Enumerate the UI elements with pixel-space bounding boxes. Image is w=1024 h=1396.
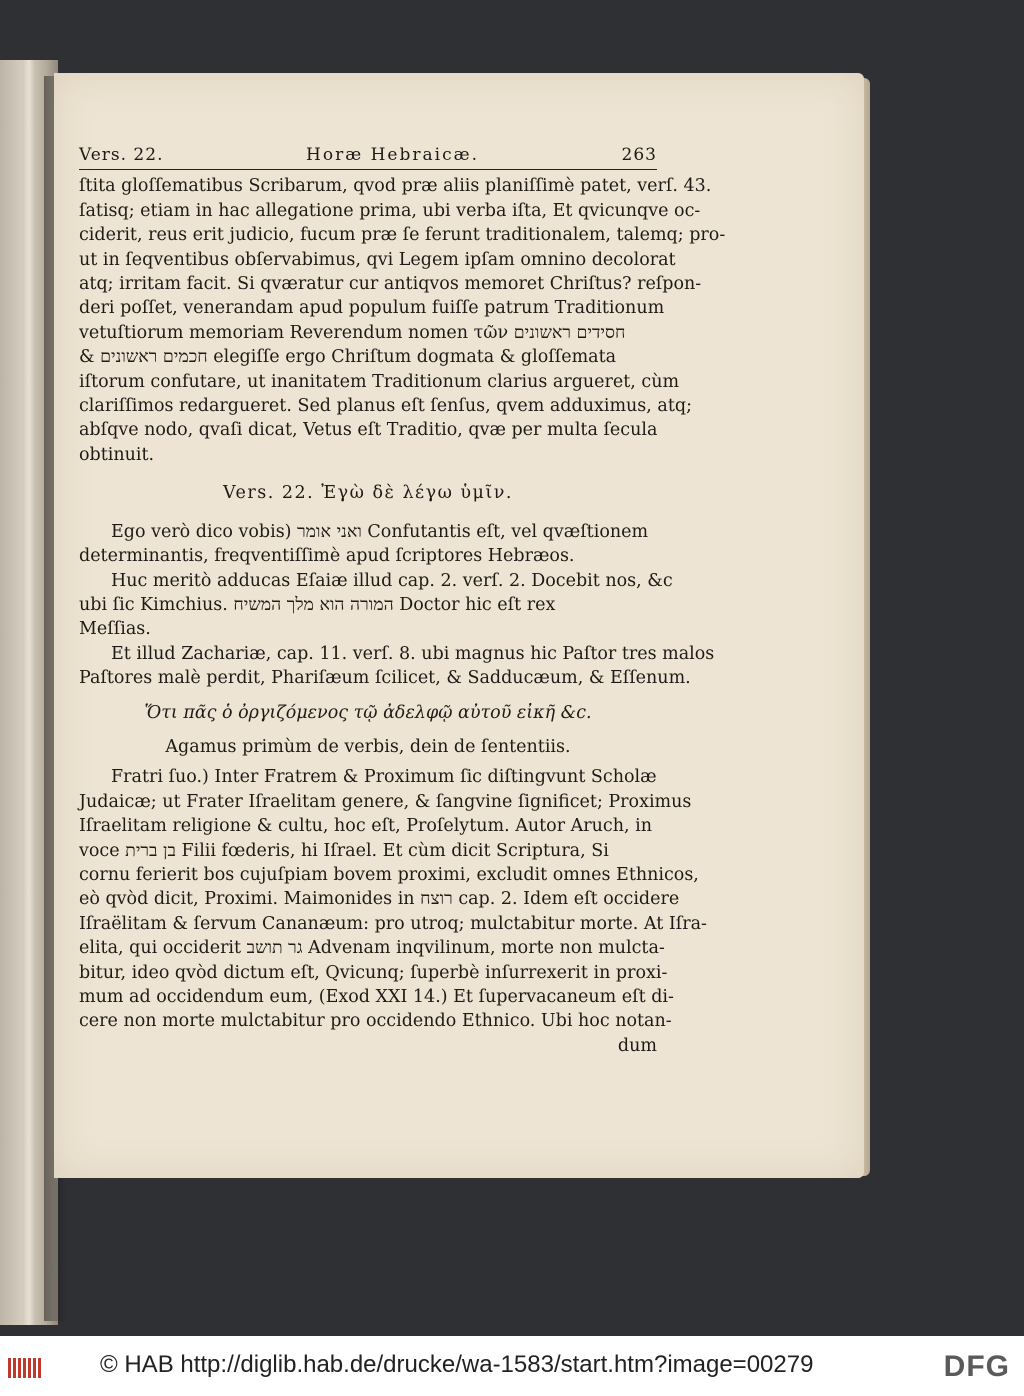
text-line: Huc meritò adducas Eſaiæ illud cap. 2. verſ. 2. Docebit nos, &c <box>111 570 673 591</box>
text-line: Judaicæ; ut Frater Iſraelitam genere, & ſangvine ſignificet; Proximus <box>79 791 692 812</box>
text-line: clariſſimos redargueret. Sed planus eſt ſenſus, qvem adduximus, atq; <box>79 396 692 417</box>
text-line: & חכמים ראשונים elegiſſe ergo Chriſtum dogmata & gloſſemata <box>79 347 617 368</box>
text-line: bitur, ideo qvòd dictum eſt, Qvicunq; ſuperbè inſurrexerit in proxi- <box>79 962 668 983</box>
text-line: Et illud Zachariæ, cap. 11. verſ. 8. ubi magnus hic Paſtor tres malos <box>111 643 715 664</box>
hab-logo-icon <box>6 1355 44 1381</box>
subheading: Agamus primùm de verbis, dein de ſententiis. <box>165 736 571 757</box>
text-line: iſtorum confutare, ut inanitatem Traditionum clarius argueret, cùm <box>79 371 680 392</box>
adjacent-page-edge <box>22 60 36 1325</box>
text-line: deri poſſet, venerandam apud populum fuiſſe patrum Traditionum <box>79 298 665 319</box>
text-line: ubi ſic Kimchius. המורה הוא מלך המשיח Doctor hic eſt rex <box>79 594 556 615</box>
text-line: eò qvòd dicit, Proximi. Maimonides in רוצח cap. 2. Idem eſt occidere <box>79 889 680 910</box>
text-line: ſtita gloſſematibus Scribarum, qvod præ aliis planiſſimè patet, verſ. 43. <box>79 176 712 197</box>
running-head-title: Horæ Hebraicæ. <box>306 145 479 165</box>
text-line: voce בן ברית Filii fœderis, hi Iſrael. Et cùm dicit Scriptura, Si <box>79 840 609 861</box>
text-line: vetuſtiorum memoriam Reverendum nomen τῶν חסידים ראשונים <box>79 322 626 343</box>
text-line: Ego verò dico vobis) ואני אומר Confutantis eſt, vel qvæſtionem <box>111 521 649 542</box>
running-head-left: Vers. 22. <box>79 145 164 165</box>
text-line: atq; irritam facit. Si qværatur cur antiqvos memoret Chriſtus? reſpon- <box>79 274 702 295</box>
paragraph-block-2 <box>79 520 715 691</box>
dfg-logo: DFG <box>943 1350 1010 1383</box>
text-line: ſatisq; etiam in hac allegatione prima, ubi verba iſta, Et qvicunqve oc- <box>79 200 701 221</box>
running-head <box>79 143 657 170</box>
text-line: Iſraelitam religione & cultu, hoc eſt, Proſelytum. Autor Aruch, in <box>79 816 652 837</box>
page-text <box>79 143 726 1058</box>
section-heading: Vers. 22. Ἐγὼ δὲ λέγω ὑμῖν. <box>223 483 513 504</box>
text-line: cere non morte mulctabitur pro occidendo Ethnico. Ubi hoc notan- <box>79 1011 672 1032</box>
paragraph-block-1 <box>79 174 726 467</box>
page-number: 263 <box>621 145 657 165</box>
paragraph-block-3 <box>79 765 707 1033</box>
text-line: ciderit, reus erit judicio, fucum præ ſe ferunt traditionalem, talemq; pro- <box>79 225 726 246</box>
text-line: abſqve nodo, qvaſi dicat, Vetus eſt Traditio, qvæ per multa ſecula <box>79 420 658 441</box>
text-line: Iſraëlitam & ſervum Cananæum: pro utroq; mulctabitur morte. At Iſra- <box>79 913 707 934</box>
book-page <box>54 73 864 1178</box>
text-line: determinantis, freqventiſſimè apud ſcriptores Hebræos. <box>79 546 575 567</box>
greek-lemma: Ὅτι πᾶς ὁ ὀργιζόμενος τῷ ἀδελφῷ αὐτοῦ εἰκῆ &c. <box>144 702 592 723</box>
copyright-link[interactable]: © HAB http://diglib.hab.de/drucke/wa-1583/start.htm?image=00279 <box>100 1351 814 1378</box>
text-line: Meſſias. <box>79 619 151 640</box>
text-line: cornu ferierit bos cujuſpiam bovem proximi, excludit omnes Ethnicos, <box>79 864 699 885</box>
text-line: elita, qui occiderit גר תושב Advenam inqvilinum, morte non mulcta- <box>79 938 665 959</box>
text-line: mum ad occidendum eum, (Exod XXI 14.) Et ſupervacaneum eſt di- <box>79 987 674 1007</box>
catchword: dum <box>617 1035 657 1056</box>
text-line: ut in ſeqventibus obſervabimus, qvi Legem ipſam omnino decolorat <box>79 249 676 270</box>
text-line: Fratri ſuo.) Inter Fratrem & Proximum ſic diſtingvunt Scholæ <box>111 767 657 788</box>
text-line: Paſtores malè perdit, Phariſæum ſcilicet, & Sadducæum, & Eſſenum. <box>79 668 691 689</box>
text-line: obtinuit. <box>79 444 155 465</box>
viewer-footer <box>0 1336 1024 1396</box>
